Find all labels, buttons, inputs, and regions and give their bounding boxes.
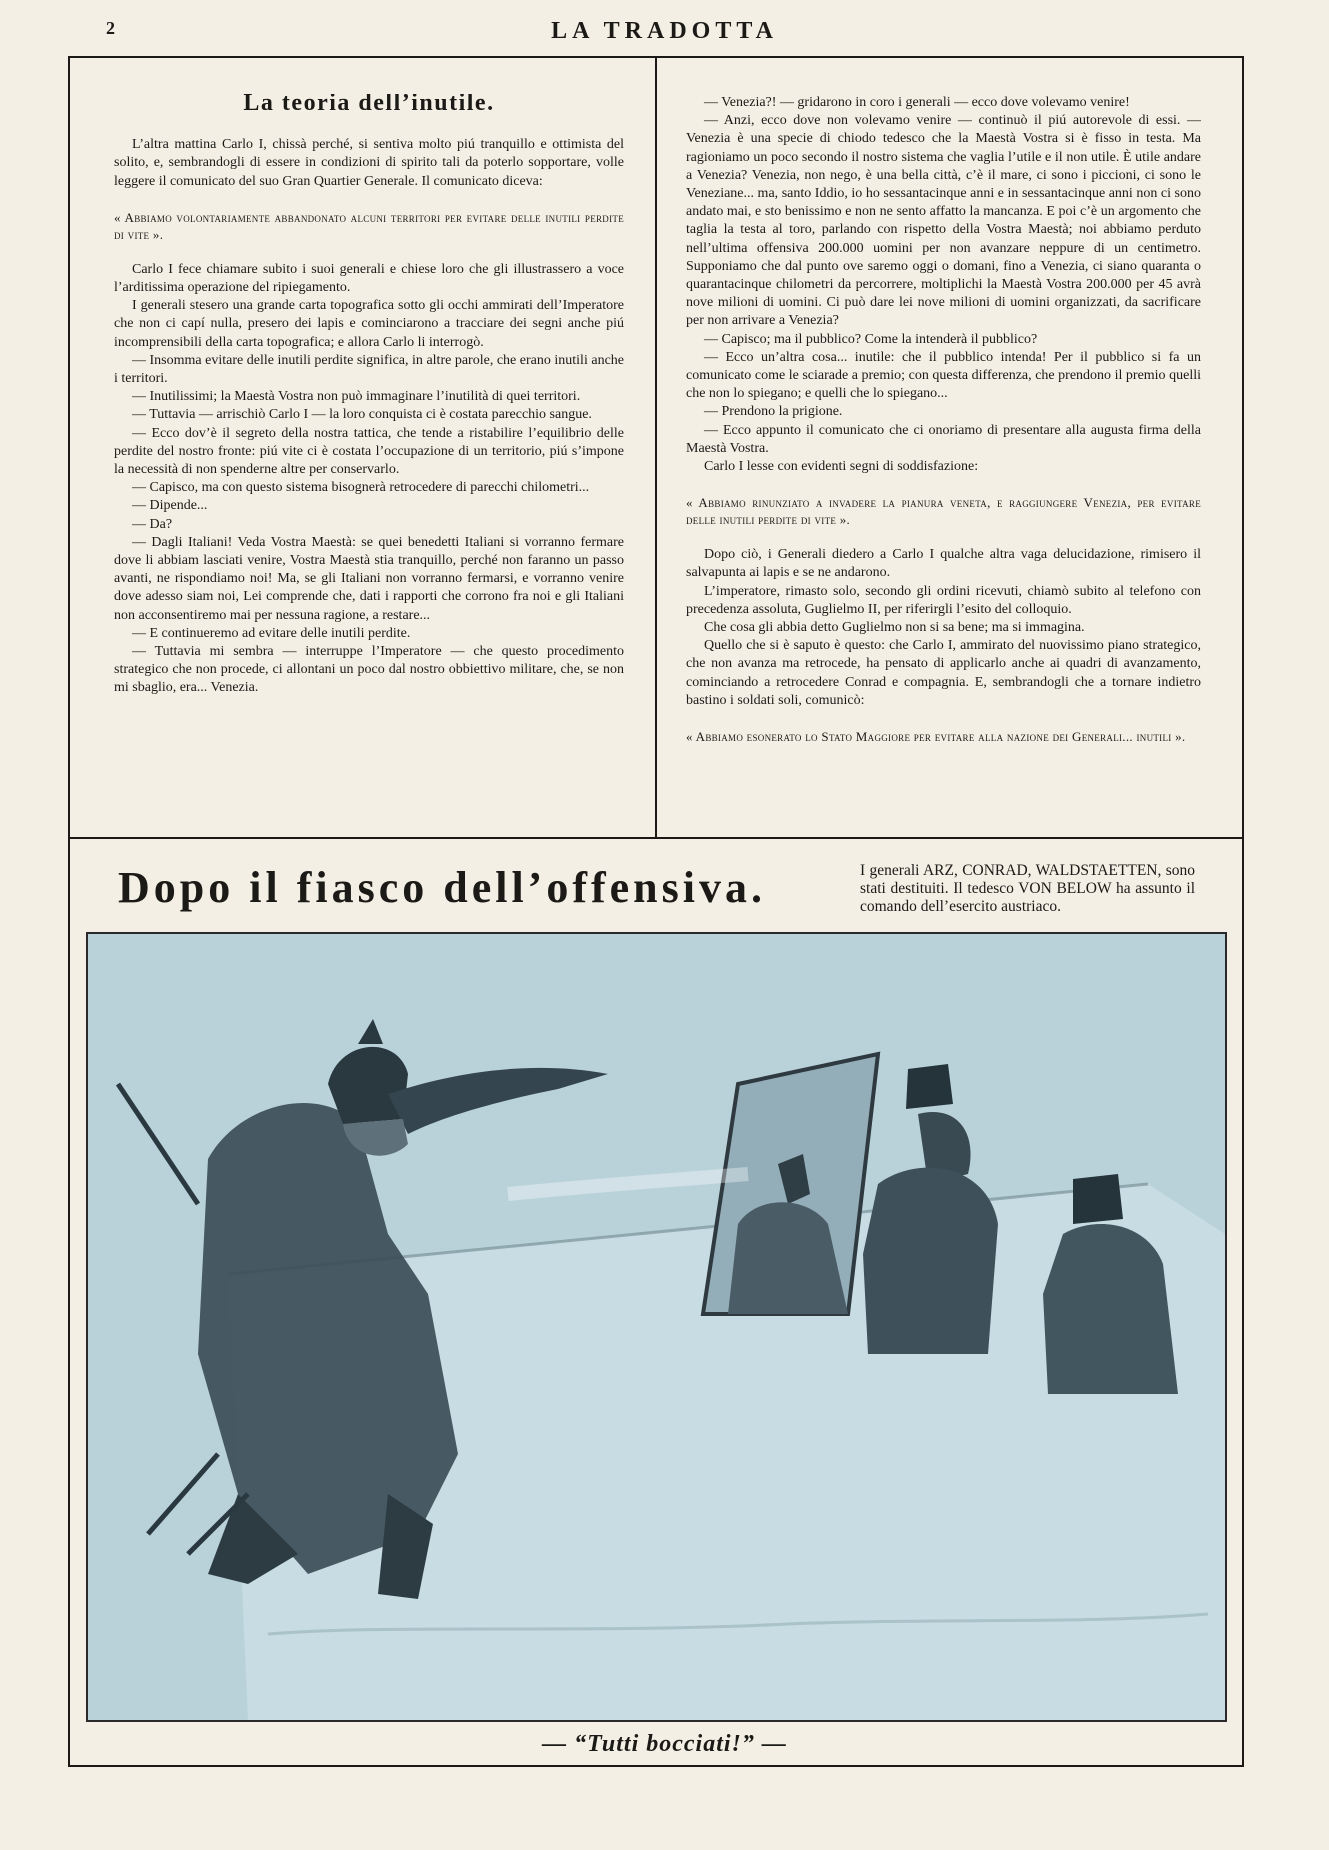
- article-paragraph: Dopo ciò, i Generali diedero a Carlo I qualche altra vaga delucidazione, rimisero il salvapunta ai lapis e se ne andarono.: [686, 547, 1201, 581]
- article-paragraph: Quello che si è saputo è questo: che Carlo I, ammirato del nuovissimo piano strategico, che non avanza ma retrocede, ha pensato di applicarlo anche ai quadri di avanzamento, cominciando a retrocedere Conrad e compagnia. E, sembrandogli che a tornare indietro bastino i soldati soli, comunicò:: [686, 638, 1201, 708]
- dialogue-line: — Ecco un’altra cosa... inutile: che il pubblico intenda! Per il pubblico si fa un comunicato come le sciarade a premio; con questa differenza, che prendono il premio quelli che non lo spiegano; e quelli che lo spiegano...: [686, 349, 1201, 402]
- dialogue-line: — Tuttavia — arrischiò Carlo I — la loro conquista ci è costata parecchio sangue.: [132, 407, 592, 423]
- communique-quote: « Abbiamo rinunziato a invadere la pianura veneta, e raggiungere Venezia, per evitare delle inutili perdite di vite ».: [686, 495, 1201, 528]
- dialogue-line: — Anzi, ecco dove non volevamo venire — continuò il piú autorevole di essi. — Venezia è una specie di chiodo tedesco che la Maestà Vostra si è fisso in testa. Ma ragioniamo un poco secondo il nostro sistema che vaglia l’utile e il non utile. È utile andare a Venezia? Venezia, non nego, è una bella città, c’è il mare, ci sono i piccioni, ci sono le Veneziane... ma, santo Iddio, io ho sessantacinque anni e in sessantacinque anni non ci sono andato mai, e sto benissimo e non ne sento affatto la mancanza. E poi c’è un argomento che taglia la testa al toro, parlando con rispetto della Vostra Maestà; noi abbiamo perduto nell’ultima offensiva 200.000 uomini per non avanzare neppure di un centimetro. Supponiamo che dal punto ove saremo oggi o domani, fino a Venezia, ci siano quaranta o quarantacinque chilometri da percorrere, moltiplichi la Maestà Vostra 200.000 per 45 avrà nove milioni di uomini. Ci può dare lei nove milioni di uomini organizzati, da sacrificare per non arrivare a Venezia?: [686, 113, 1201, 329]
- article-title: La teoria dell’inutile.: [243, 94, 495, 116]
- dialogue-line: — Venezia?! — gridarono in coro i generali — ecco dove volevamo venire!: [704, 95, 1130, 110]
- dialogue-line: — Dipende...: [132, 498, 208, 514]
- cartoon-caption: — “Tutti bocciati!” —: [542, 1731, 787, 1757]
- dialogue-line: — E continueremo ad evitare delle inutili perdite.: [132, 625, 411, 641]
- article-column-right: [686, 94, 1201, 854]
- article-paragraph: Che cosa gli abbia detto Guglielmo non si sa bene; ma si immagina.: [704, 620, 1085, 636]
- dialogue-line: — Tuttavia mi sembra — interruppe l’Imperatore — che questo procedimento strategico che non procede, ci allontani un poco dal nostro obbiettivo militare, che, se non mi sbaglio, era... Venezia.: [114, 644, 624, 696]
- dialogue-line: — Da?: [132, 516, 173, 532]
- banner-caption: I generali ARZ, CONRAD, WALDSTAETTEN, sono stati destituiti. Il tedesco VON BELOW ha assunto il comando dell’esercito austriaco.: [860, 862, 1195, 915]
- article-paragraph: Carlo I fece chiamare subito i suoi generali e chiese loro che gli illustrassero a voce l’arditissima operazione del ripiegamento.: [114, 261, 624, 296]
- dialogue-line: — Inutilissimi; la Maestà Vostra non può immaginare l’inutilità di quei territori.: [132, 389, 581, 405]
- dialogue-line: — Ecco appunto il comunicato che ci onoriamo di presentare alla augusta firma della Maestà Vostra.: [686, 422, 1201, 456]
- dialogue-line: — Capisco, ma con questo sistema bisognerà retrocedere di parecchi chilometri...: [132, 480, 590, 496]
- article-paragraph: L’imperatore, rimasto solo, secondo gli ordini ricevuti, chiamò subito al telefono con precedenza assoluta, Guglielmo II, per riferirgli l’esito del colloquio.: [686, 583, 1201, 617]
- cartoon-illustration: [86, 932, 1227, 1722]
- communique-quote: « Abbiamo volontariamente abbandonato alcuni territori per evitare delle inutili perdite di vite ».: [114, 209, 624, 242]
- cartoon-drawing: [88, 934, 1225, 1720]
- masthead: LA TRADOTTA: [551, 18, 778, 44]
- article-paragraph: Carlo I lesse con evidenti segni di soddisfazione:: [704, 459, 979, 475]
- dialogue-line: — Ecco dov’è il segreto della nostra tattica, che tende a ristabilire l’equilibrio delle perdite del nostro fronte: piú vite ci è costata l’occupazione di un territorio, piú s’impone la necessità di non spenderne altre per conservarlo.: [114, 425, 624, 478]
- dialogue-line: — Dagli Italiani! Veda Vostra Maestà: se quei benedetti Italiani si vorranno fermare dove li abbiam lasciati venire, Vostra Maestà stia tranquillo, perché non faranno un passo avanti, ne rispondiamo noi! Ma, se gli Italiani non vorranno fermarsi, e vorranno venire dove adesso siam noi, Lei comprende che, dati i rapporti che corrono fra noi e gli Italiani non acconsentiremo mai per nessuna ragione, a restare...: [114, 534, 624, 623]
- communique-quote: « Abbiamo esonerato lo Stato Maggiore per evitare alla nazione dei Generali... inutili ».: [686, 729, 1186, 745]
- dialogue-line: — Prendono la prigione.: [704, 404, 843, 420]
- article-column-left: [114, 94, 624, 854]
- page-number: 2: [106, 18, 115, 38]
- dialogue-line: — Capisco; ma il pubblico? Come la intenderà il pubblico?: [704, 331, 1038, 347]
- dialogue-line: — Insomma evitare delle inutili perdite significa, in altre parole, che erano inutili anche i territori.: [114, 352, 624, 387]
- column-rule: [655, 56, 657, 838]
- banner-title: Dopo il fiasco dell’offensiva.: [118, 863, 766, 912]
- article-paragraph: I generali stesero una grande carta topografica sotto gli occhi ammirati dell’Imperatore che non ci capí nulla, presero dei lapis e cominciarono a tracciare dei segni anche piú incomprensibili della carta topografica; e allora Carlo li interrogò.: [114, 298, 624, 350]
- article-paragraph: L’altra mattina Carlo I, chissà perché, si sentiva molto piú tranquillo e ottimista del solito, e, sembrandogli di essere in condizioni di spirito tali da poterlo sopportare, volle leggere il comunicato del suo Gran Quartier Generale. Il comunicato diceva:: [114, 137, 624, 189]
